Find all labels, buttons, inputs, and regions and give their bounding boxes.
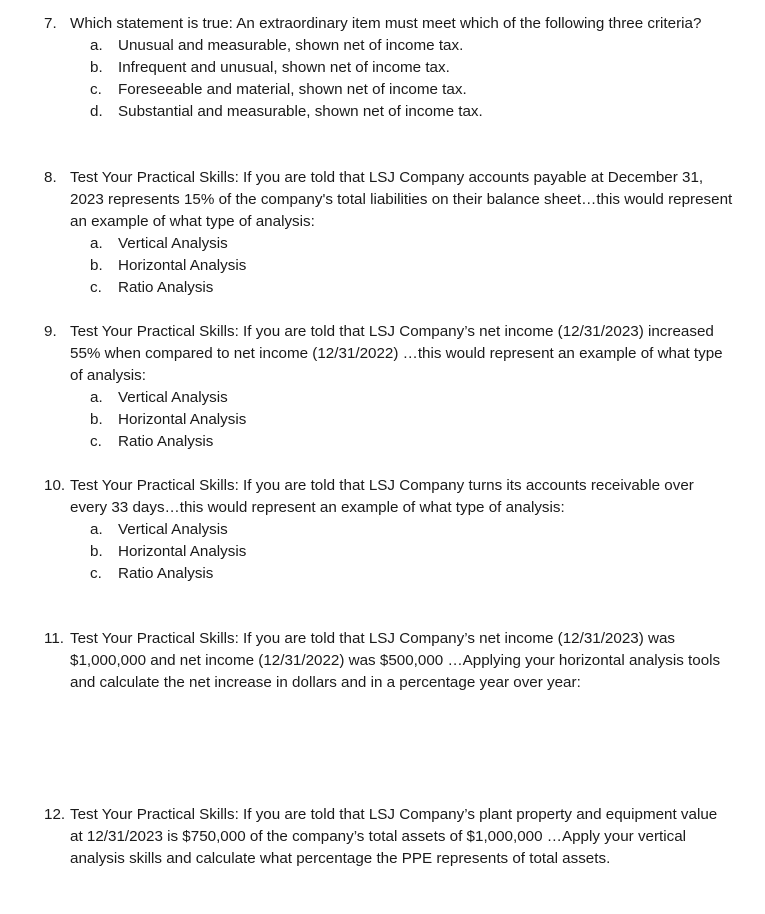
option-c — [44, 431, 734, 453]
option-letter: a. — [90, 521, 103, 538]
option-list — [44, 233, 734, 299]
option-letter: b. — [90, 411, 103, 428]
option-text: Vertical Analysis — [118, 235, 228, 252]
question-10-stem — [44, 475, 734, 519]
option-b — [44, 409, 734, 431]
question-12-stem — [44, 804, 734, 870]
option-text: Horizontal Analysis — [118, 543, 247, 560]
option-letter: d. — [90, 103, 103, 120]
question-8-stem — [44, 167, 734, 233]
question-text: Test Your Practical Skills: If you are told that LSJ Company’s plant property and equipment value at 12/31/2023 is $750,000 of the company’s total assets of $1,000,000 …Apply your vertical analysis skills and calculate what percentage the PPE represents of total assets. — [70, 806, 718, 867]
option-b — [44, 541, 734, 563]
option-text: Horizontal Analysis — [118, 257, 247, 274]
option-text: Horizontal Analysis — [118, 411, 247, 428]
question-text: Test Your Practical Skills: If you are told that LSJ Company turns its accounts receivable over every 33 days…this would represent an example of what type of analysis: — [70, 477, 694, 516]
question-number: 9. — [44, 323, 57, 340]
question-text: Test Your Practical Skills: If you are told that LSJ Company’s net income (12/31/2023) increased 55% when compared to net income (12/31/2022) …this would represent an example of what type of analysis: — [70, 323, 723, 384]
question-number: 11. — [44, 630, 64, 647]
option-a — [44, 35, 734, 57]
option-text: Foreseeable and material, shown net of income tax. — [118, 81, 467, 98]
option-list — [44, 35, 734, 123]
option-a — [44, 233, 734, 255]
option-a — [44, 519, 734, 541]
question-number: 10. — [44, 477, 66, 494]
option-letter: b. — [90, 543, 103, 560]
question-number: 8. — [44, 169, 57, 186]
option-letter: a. — [90, 235, 103, 252]
option-d — [44, 101, 734, 123]
option-b — [44, 255, 734, 277]
option-letter: c. — [90, 279, 102, 296]
option-letter: c. — [90, 565, 102, 582]
option-a — [44, 387, 734, 409]
question-number: 12. — [44, 806, 66, 823]
option-letter: b. — [90, 59, 103, 76]
option-c — [44, 277, 734, 299]
option-letter: c. — [90, 433, 102, 450]
option-list — [44, 519, 734, 585]
question-10 — [44, 475, 734, 585]
option-letter: c. — [90, 81, 102, 98]
question-7 — [44, 13, 734, 123]
option-text: Vertical Analysis — [118, 389, 228, 406]
question-text: Test Your Practical Skills: If you are told that LSJ Company’s net income (12/31/2023) was $1,000,000 and net income (12/31/2022) was $500,000 …Applying your horizontal analysis tools and calculate the net increase in dollars and in a percentage year over year: — [70, 630, 721, 691]
question-9-stem — [44, 321, 734, 387]
question-text: Test Your Practical Skills: If you are told that LSJ Company accounts payable at December 31, 2023 represents 15% of the company's total liabilities on their balance sheet…this would represent an example of what type of analysis: — [70, 169, 733, 230]
option-text: Unusual and measurable, shown net of income tax. — [118, 37, 464, 54]
question-number: 7. — [44, 15, 57, 32]
question-12 — [44, 804, 734, 870]
question-11-stem — [44, 628, 734, 694]
option-text: Ratio Analysis — [118, 433, 214, 450]
option-text: Substantial and measurable, shown net of income tax. — [118, 103, 483, 120]
option-list — [44, 387, 734, 453]
option-c — [44, 79, 734, 101]
option-text: Vertical Analysis — [118, 521, 228, 538]
option-c — [44, 563, 734, 585]
question-text: Which statement is true: An extraordinary item must meet which of the following three criteria? — [70, 15, 702, 32]
question-7-stem — [44, 13, 734, 35]
option-letter: a. — [90, 389, 103, 406]
question-8 — [44, 167, 734, 299]
question-11 — [44, 628, 734, 694]
option-letter: b. — [90, 257, 103, 274]
option-b — [44, 57, 734, 79]
option-text: Infrequent and unusual, shown net of income tax. — [118, 59, 450, 76]
option-text: Ratio Analysis — [118, 279, 214, 296]
option-text: Ratio Analysis — [118, 565, 214, 582]
option-letter: a. — [90, 37, 103, 54]
question-9 — [44, 321, 734, 453]
